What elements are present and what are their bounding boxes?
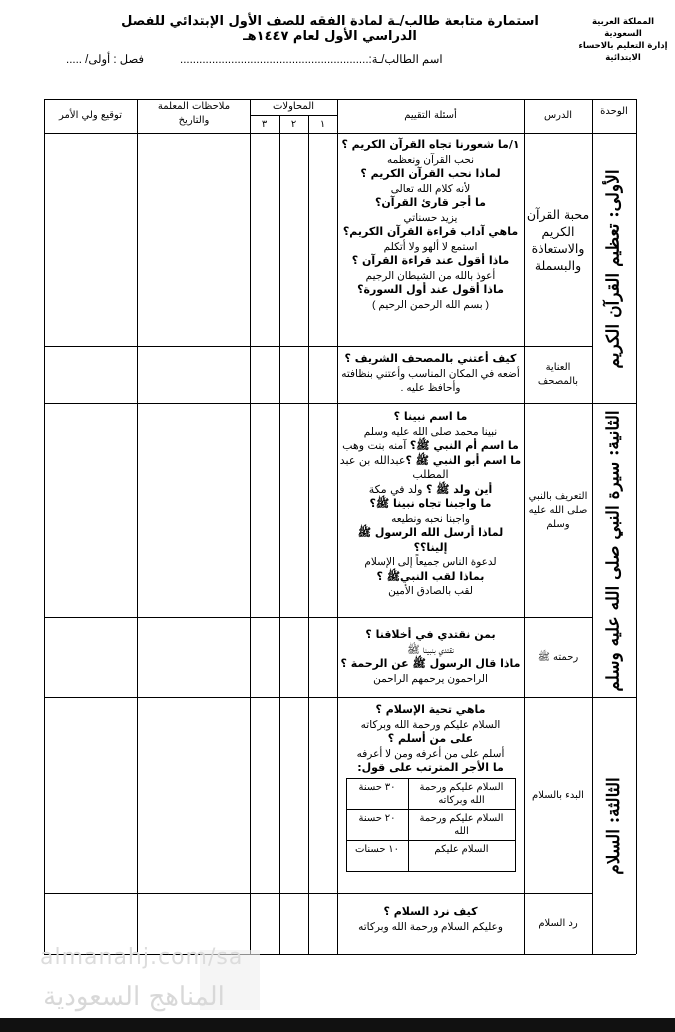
reward-value: ٢٠ حسنة	[346, 809, 408, 840]
question-text: ١/ما شعورنا تجاه القرآن الكريم ؟	[341, 138, 520, 151]
reward-phrase: السلام عليكم ورحمة الله وبركاته	[408, 778, 515, 809]
header-parent-signature: توقيع ولي الأمر	[59, 110, 122, 121]
header-attempt-3: ٣	[261, 119, 268, 130]
header-teacher-notes: ملاحظات المعلمة والتاريخ	[157, 101, 231, 126]
answer-text: استمع لا ألهو ولا أتكلم	[383, 240, 478, 253]
answer-text: ( بسم الله الرحمن الرحيم )	[371, 298, 490, 311]
question-text: أين ولد ﷺ ؟ ولد في مكة	[368, 482, 493, 496]
question-text: كيف نرد السلام ؟	[383, 905, 478, 918]
question-text: ماذا أقول عند قراءة القرآن ؟	[351, 254, 510, 267]
answer-text: عبدالله بن عبد المطلب	[339, 453, 449, 481]
question-text: ماذا أقول عند أول السورة؟	[357, 283, 504, 296]
answer-text: آمنه بنت وهب	[342, 439, 410, 452]
answer-text: السلام عليكم ورحمة الله وبركاته	[360, 718, 501, 731]
question-text: ماذا قال الرسول ﷺ عن الرحمة ؟	[340, 657, 521, 670]
answer-text: نبينا محمد صلى الله عليه وسلم	[363, 425, 498, 438]
answer-text: الراحمون يرحمهم الراحمن	[373, 672, 488, 685]
reward-row	[346, 809, 515, 840]
form-title: استمارة متابعة طالب/ـة لمادة الفقه للصف الأول الإبتدائي للفصل الدراسي الأول لعام ١٤٤٧هـ	[121, 14, 539, 44]
reward-value: ٣٠ حسنة	[346, 778, 408, 809]
header-questions: أسئلة التقييم	[404, 110, 457, 121]
question-text: لماذا نحب القرآن الكريم ؟	[360, 167, 501, 180]
lesson-quran-love: محبة القرآن الكريم والاستعاذة والبسملة	[526, 207, 590, 273]
header-attempt-1: ١	[319, 119, 326, 130]
question-text: ما أجر قارئ القرآن؟	[375, 196, 486, 209]
unit-3-title: الثالثة: السلام	[604, 777, 625, 875]
organization-header	[575, 16, 671, 64]
reward-phrase: السلام عليكم	[408, 840, 515, 871]
org-line: إدارة التعليم بالاحساء	[578, 41, 668, 51]
questions-cell	[339, 703, 522, 872]
header-attempt-2: ٢	[290, 119, 297, 130]
answer-text: لأنه كلام الله تعالى	[390, 182, 471, 195]
question-text: ما اسم أبو النبي ﷺ ؟عبدالله بن عبد المطلب	[339, 453, 522, 481]
answer-text: ولد في مكة	[368, 482, 426, 496]
class-field: فصل : أولى/ .....	[66, 54, 144, 66]
question-text: ما اسم نبينا ؟	[393, 410, 468, 423]
question-text: لماذا أرسل الله الرسول ﷺ إلينا؟؟	[357, 526, 504, 554]
org-line: المملكة العربية السعودية	[591, 17, 655, 39]
question-text: ما الأجر المترتب على قول:	[357, 761, 504, 774]
questions-cell	[339, 352, 522, 396]
bottom-bar	[0, 1018, 675, 1032]
answer-text: أعوذ بالله من الشيطان الرجيم	[365, 269, 496, 282]
lesson-returning-greeting: رد السلام	[538, 918, 578, 929]
questions-cell	[339, 410, 522, 599]
questions-cell	[339, 628, 522, 686]
header-attempts: المحاولات	[272, 101, 315, 112]
lesson-prophet-intro: التعريف بالنبي صلى الله عليه وسلم	[528, 490, 588, 530]
unit-1-title: الأولى: تعظيم القرآن الكريم	[604, 168, 625, 369]
questions-cell	[339, 905, 522, 934]
answer-text: يزيد حسناتي	[403, 211, 458, 224]
reward-value: ١٠ حسنات	[346, 840, 408, 871]
reward-row	[346, 778, 515, 809]
watermark-logo: المناهج السعودية	[43, 982, 225, 1012]
watermark-url: almanahj.com/sa	[40, 945, 244, 970]
answer-text: نقتدي بنبينا ﷺ	[407, 643, 454, 656]
student-name-field: اسم الطالب/ـة:...........................................................	[180, 54, 443, 66]
question-text: ما واجبنا تجاه نبينا ﷺ؟	[369, 497, 492, 510]
answer-text: لدعوة الناس جميعاً إلى الإسلام	[364, 556, 497, 568]
answer-text: واجبنا نحبه ونطيعه	[391, 512, 470, 525]
reward-phrase: السلام عليكم ورحمة الله	[408, 809, 515, 840]
answer-text: لقب بالصادق الأمين	[388, 585, 473, 597]
answer-text: أضعه في المكان المناسب وأعتني بنظافته وأحافظ عليه .	[341, 367, 520, 394]
question-text: على من أسلم ؟	[387, 732, 474, 745]
org-line: الابتدائية	[605, 53, 641, 63]
question-text: بماذا لقب النبيﷺ ؟	[376, 569, 485, 583]
question-text: بمن نقتدي في أخلاقنا ؟	[365, 628, 496, 641]
lesson-greeting-first: البدء بالسلام	[532, 789, 584, 801]
questions-cell	[339, 138, 522, 312]
header-unit: الوحدة	[600, 106, 628, 117]
header-lesson: الدرس	[543, 110, 573, 121]
question-text: ماهي تحية الإسلام ؟	[375, 703, 486, 716]
answer-text: نحب القرآن ونعظمه	[386, 153, 475, 166]
lesson-prophet-mercy: رحمته ﷺ	[537, 651, 579, 663]
question-text: ما اسم أم النبي ﷺ؟ آمنه بنت وهب	[342, 439, 519, 452]
lesson-mushaf-care: العناية بالمصحف	[537, 362, 579, 387]
unit-2-title: الثانية: سيرة النبي صلى الله عليه وسلم	[604, 409, 625, 692]
reward-table	[346, 778, 516, 872]
question-text: كيف أعتني بالمصحف الشريف ؟	[344, 352, 517, 365]
reward-row	[346, 840, 515, 871]
question-text: ماهي آداب قراءة القرآن الكريم؟	[342, 225, 519, 238]
answer-text: وعليكم السلام ورحمة الله وبركاته	[358, 920, 503, 933]
answer-text: أسلم على من أعرفه ومن لا أعرفه	[356, 747, 505, 760]
